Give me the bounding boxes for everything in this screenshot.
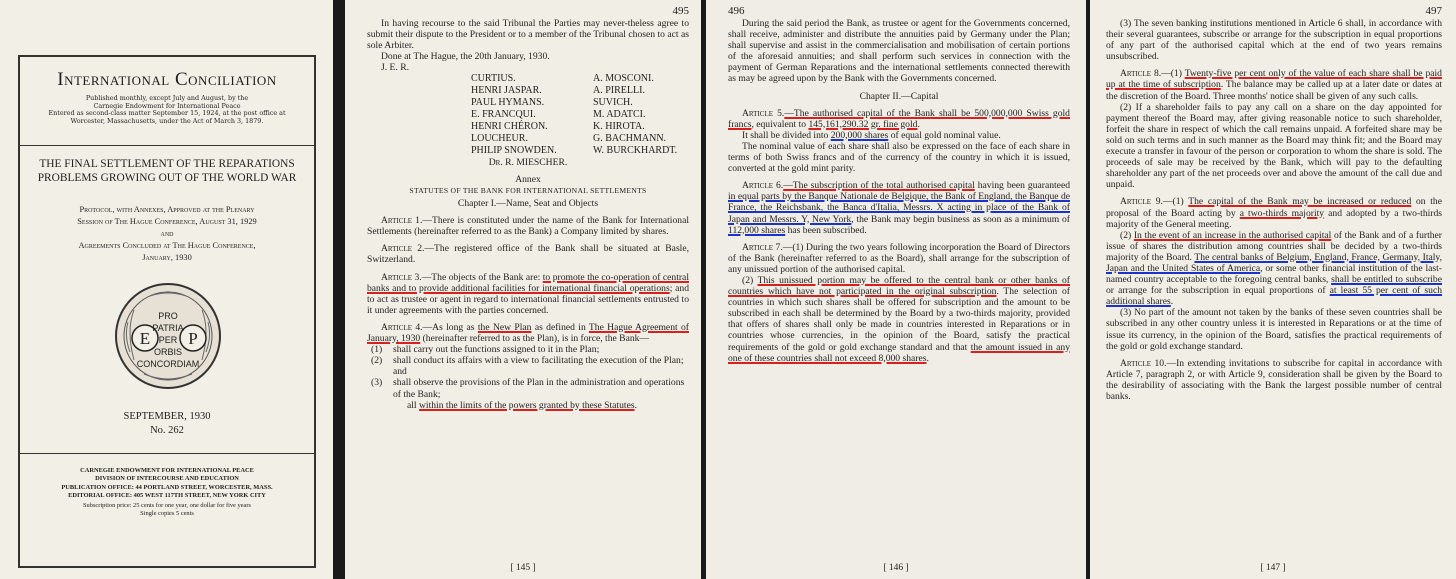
highlight-blue: 112,000 shares: [728, 224, 786, 236]
highlight-red: The capital of the Bank may be increased or reduced: [1188, 196, 1412, 208]
highlight-red: The Hague Agreement of January, 1930: [367, 321, 689, 345]
highlight-red: the New Plan: [477, 321, 532, 333]
paragraph: (2) This unissued portion may be offered to the central bank or other banks of countries which have not participated in the original subscription. The selection of countries in which such shares shall be offered for subscription and the amount to be subscribed in each shall be determined by the Board by a two-thirds majority, provided that offers of shares shall only be made in countries interested in Reparations or in countries whose currencies, in the opinion of the Board, satisfy the practical requirements of the gold or gold exchange standard and that the amount issued in any one of these countries shall not exceed 8,000 shares.: [728, 274, 1071, 364]
cover-subtitle: Protocol, with Annexes, Approved at the Plenary Session of The Hague Conference, August 31, 1929 and Agreements Concluded at The Hague Conference, January, 1930: [77, 205, 257, 262]
paragraph: (2) In the event of an increase in the authorised capital of the Bank and of a further issue of shares the distribution among countries shall be decided by a two-thirds majority of the Board. The central banks of Belgium, England, France, Germany, Italy, Japan and the United States of America, or some other financial institution of the last-named country acceptable to the foregoing central banks, shall be entitled to subscribe or arrange for the subscription in equal proportions of at least 55 per cent of such additional shares.: [1106, 229, 1443, 308]
highlight-red: the amount issued in any one of these countries shall not exceed 8,000 shares: [728, 341, 1071, 364]
svg-text:P: P: [188, 329, 198, 348]
page-495: [345, 0, 701, 579]
highlight-red: In the event of an increase in the authorised capital: [1133, 229, 1332, 241]
paragraph: (2) If a shareholder fails to pay any call on a share on the day appointed for payment thereof the Board may, after giving reasonable notice to such shareholder, forfeit the share in respect of which the call remains unpaid. A forfeited share may be sold on such terms and in such manner as the Board may think fit; and the Board may execute a transfer in favour of the person or corporation to whom the share is sold. The proceeds of sale may be received by the Bank, which will pay to the defaulting shareholder any part of the net proceeds over and above the amount of the call due and unpaid.: [1106, 101, 1442, 191]
article-4: Article 4.—As long as the New Plan as defined in The Hague Agreement of January, 1930 (hereinafter referred to as the Plan), is in force, the Bank—: [367, 321, 689, 345]
seal-word: PER: [158, 335, 178, 345]
paragraph: In having recourse to the said Tribunal the Parties may never-theless agree to submit their dispute to the President or to a member of the Tribunal chosen to act as sole Arbiter.: [367, 18, 689, 52]
highlight-red: to promote the co-operation of central banks and to provide additional facilities for international financial operations: [367, 271, 689, 294]
highlight-blue: shall be entitled to subscribe: [1331, 274, 1442, 286]
statutes-heading: STATUTES OF THE BANK FOR INTERNATIONAL SETTLEMENTS: [409, 186, 647, 195]
cover-publication-note: Published monthly, except July and August, by the Carnegie Endowment for International Peace Entered as second-class matter September 15, 1924, at the post office at Worcester, Massachusetts, under the Act of March 3, 1879.: [48, 94, 286, 125]
annex-heading: Annex: [515, 173, 541, 185]
article-10: Article 10.—In extending invitations to subscribe for capital in accordance with Article 7, paragraph 2, or with Article 9, consideration shall be given by the Board to the desirability of associating with the Bank the largest possible number of central banks.: [1106, 357, 1442, 402]
svg-text:E: E: [139, 329, 151, 348]
paragraph: The nominal value of each share shall also be expressed on the face of each share in terms of both Swiss francs and of the currency of the country in which it is issued, converted at the gold mint parity.: [728, 140, 1070, 175]
cover-price: Subscription price: 25 cents for one year, one dollar for five years Single copies 5 cents: [83, 502, 251, 518]
article-6: Article 6.—The subscription of the total authorised capital having been guaranteed in equal parts by the Banque Nationale de Belgique, the Bank of England, the Banque de France, the Reichsbank, the Banca d'Italia, Messrs. X acting in place of the Bank of Japan and Messrs. Y, New York, the Bank may begin business as soon as a minimum of 112,000 shares has been subscribed.: [728, 180, 1070, 236]
article-9: Article 9.—(1) The capital of the Bank may be increased or reduced on the proposal of the Board acting by a two-thirds majority and adopted by a two-thirds majority of the General meeting.: [1106, 196, 1443, 230]
highlight-blue: at least 55 per cent of such additional shares: [1106, 285, 1443, 308]
article-3: Article 3.—The objects of the Bank are: to promote the co-operation of central banks and to provide additional facilities for international financial operations; and to act as trustee or agent in regard to international financial settlements entrusted to it under agreements with the parties concerned.: [367, 271, 689, 316]
chapter-heading: Chapter II.—Capital: [859, 90, 939, 102]
divider: [20, 145, 314, 146]
paragraph: It shall be divided into 200,000 shares of equal gold nominal value.: [742, 129, 1001, 141]
seal-word: ORBIS: [153, 347, 183, 357]
page-footer: [ 146 ]: [883, 563, 909, 573]
paragraph: (3) No part of the amount not taken by the banks of these seven countries shall be subscribed in any other country unless it is interested in Reparations or at the time of issue its currency, in the opinion of the Board, satisfies the practical requirements of the gold or gold exchange standard.: [1106, 307, 1442, 352]
cover-page: [0, 0, 333, 579]
divider: [20, 453, 314, 454]
highlight-red: —The authorised capital of the Bank shall be 500,000,000 Swiss gold francs: [728, 107, 1070, 130]
article-1: Article 1.—There is constituted under the name of the Bank for International Settlements (hereinafter referred to as the Bank) a Company limited by shares.: [367, 215, 689, 238]
page-497: [1090, 0, 1456, 579]
seal-word: PATRIA: [152, 323, 184, 333]
page-496: [706, 0, 1086, 579]
cover-issue: [20, 410, 314, 438]
carnegie-seal-icon: [114, 282, 222, 390]
initials: J. E. R.: [381, 62, 409, 74]
highlight-blue: in equal parts by the Banque Nationale de Belgique, the Bank of England, the Banque de France, the Reichsbank, the Banca d'Italia, Messrs. X acting in place of the Bank of Japan and Messrs. Y, New York: [728, 191, 1070, 225]
highlight-blue: 200,000 shares: [830, 129, 889, 141]
cover-title: International Conciliation: [57, 69, 277, 90]
page-footer: [ 147 ]: [1260, 563, 1286, 573]
article-5: Article 5.—The authorised capital of the Bank shall be 500,000,000 Swiss gold francs, equivalent to 145,161,290.32 gr. fine gold.: [728, 107, 1070, 130]
signatories: CURTIUS. HENRI JASPAR. PAUL HYMANS. E. FRANCQUI. HENRI CHÉRON. LOUCHEUR. PHILIP SNOWDEN. A. MOSCONI. A. PIRELLI. SUVICH. M. ADATCI. K. HIROTA. G. BACHMANN. W. BURCKHARDT.: [471, 73, 678, 156]
highlight-red: 145,161,290.32 gr. fine gold: [808, 118, 918, 130]
highlight-red: This unissued portion may be offered to the central bank or other banks of countries which have not participated in the original subscription: [728, 274, 1070, 298]
highlight-blue: The central banks of Belgium, England, France, Germany, Italy, Japan and the United States of America: [1106, 251, 1442, 274]
cover-main-title: THE FINAL SETTLEMENT OF THE REPARATIONS PROBLEMS GROWING OUT OF THE WORLD WAR: [37, 158, 297, 184]
list-item: (1) shall carry out the functions assigned to it in the Plan;: [371, 344, 600, 356]
highlight-red: within the limits of the powers granted by these Statutes: [419, 399, 635, 411]
list-item: (2) shall conduct its affairs with a view to facilitating the execution of the Plan; and: [371, 355, 684, 378]
paragraph: Done at The Hague, the 20th January, 1930.: [381, 51, 550, 63]
seal-word: PRO: [158, 311, 178, 321]
article-2: Article 2.—The registered office of the Bank shall be situated at Basle, Switzerland.: [367, 243, 690, 266]
article-8: Article 8.—(1) Twenty-five per cent only of the value of each share shall be paid up at the time of subscription. The balance may be called up at a later date or dates at the discretion of the Board. Three months' notice shall be given of any such calls.: [1106, 68, 1442, 102]
highlight-red: Twenty-five per cent only of the value of each share shall be paid up at the time of subscription: [1106, 68, 1442, 91]
chapter-heading: Chapter I.—Name, Seat and Objects: [457, 198, 599, 210]
page-number: 495: [672, 5, 689, 17]
cover-publisher: CARNEGIE ENDOWMENT FOR INTERNATIONAL PEACE DIVISION OF INTERCOURSE AND EDUCATION PUBLICATION OFFICE: 44 PORTLAND STREET, WORCESTER, MASS. EDITORIAL OFFICE: 405 WEST 117TH STREET, NEW YORK CITY Subscription price: 25 cents for one year, one dollar for five years Single copies 5 cents: [26, 467, 308, 518]
page-number: 496: [728, 5, 745, 17]
highlight-red: —The subscription of the total authorised capital: [783, 180, 975, 192]
highlight-red: a two-thirds majority: [1239, 207, 1325, 219]
list-item: (3) shall observe the provisions of the Plan in the administration and operations of the Bank;: [371, 377, 685, 400]
cover-date: SEPTEMBER, 1930: [123, 411, 211, 422]
list-closing: all within the limits of the powers granted by these Statutes.: [407, 399, 637, 411]
paragraph: (3) The seven banking institutions mentioned in Article 6 shall, in accordance with their several guarantees, subscribe or arrange for the subscription in equal proportions of any part of the authorised capital which at the end of two years remains unsubscribed.: [1106, 18, 1442, 63]
page-footer: [ 145 ]: [510, 563, 536, 573]
cover-number: No. 262: [150, 425, 184, 436]
cover-frame: [18, 55, 316, 568]
seal-word: CONCORDIAM: [136, 359, 200, 369]
signatory-last: Dr. R. MIESCHER.: [488, 156, 568, 168]
paragraph: During the said period the Bank, as trustee or agent for the Governments concerned, shall receive, administer and distribute the annuities paid by Germany under the Plan; shall supervise and assist in the commercialisation and mobilisation of certain portions of the aforesaid annuities; and shall perform such services in connection with the payment of German Reparations and the international settlements connected therewith as may be agreed upon by the Bank with the Governments concerned.: [728, 18, 1070, 85]
page-number: 497: [1425, 5, 1442, 17]
article-7: Article 7.—(1) During the two years following incorporation the Board of Directors of the Bank (hereinafter referred to as the Board), shall arrange for the subscription of any unissued portion of the authorised capital.: [728, 241, 1070, 275]
